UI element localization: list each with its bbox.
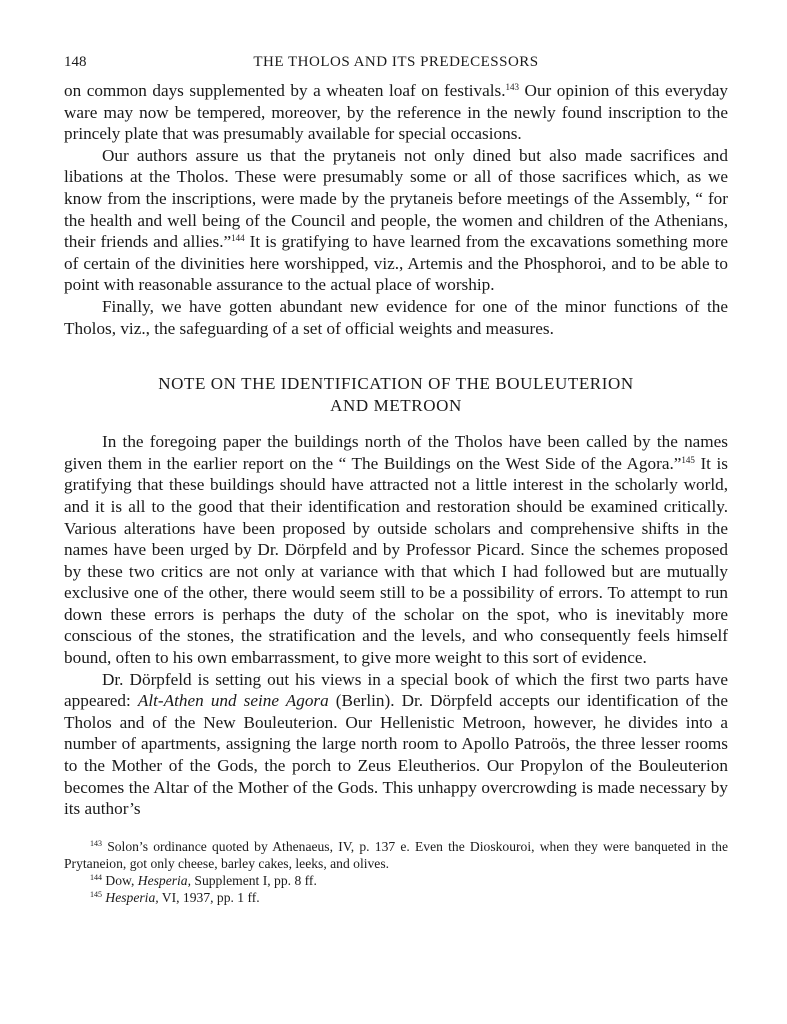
footnote (64, 889, 728, 906)
text-run: on common days supplemented by a wheaten loaf on festivals. (64, 81, 506, 100)
footnote-reference: 143 (505, 82, 520, 92)
paragraph (64, 80, 728, 145)
text-run: It is gratifying that these buildings should have attracted not a little interest in the scholarly world, and it is all to the good that their identification and restoration should be examined critically. Various alterations have been proposed by outside scholars and comprehensive shifts in the names have been urged by Dr. Dörpfeld and by Professor Picard. Since the schemes proposed by these two critics are not only at variance with that which I had followed but are mutually exclusive one of the other, there would seem still to be a possibility of errors. To attempt to run down these errors is perhaps the duty of the scholar on the spot, who is inevitably more conscious of the stones, the stratification and the levels, and who consequently feels himself bound, often to his own embarrassment, to give more weight to this sort of evidence. (64, 453, 728, 668)
section-heading-line-2: AND METROON (330, 396, 462, 416)
paragraph (64, 431, 728, 669)
text-run: Our opinion of this everyday ware may now be tempered, moreover, by the reference in the newly found inscription to the princely plate that was presumably available for special occasions. (64, 81, 728, 144)
footnote-marker: 143 (90, 838, 102, 848)
text-run: In the foregoing paper the buildings north of the Tholos have been called by the names given them in the earlier report on the “ The Buildings on the West Side of the Agora.” (64, 432, 728, 473)
text-run: Dow, (102, 872, 138, 888)
text-run: Dr. Dörpfeld is setting out his views in a special book of which the first two parts have appeared: (64, 669, 728, 711)
text-run: Finally, we have gotten abundant new evidence for one of the minor functions of the Tholos, viz., the safeguarding of a set of official weights and measures. (64, 296, 728, 338)
running-head (64, 50, 728, 80)
body-text (64, 80, 728, 339)
text-run: Solon’s ordinance quoted by Athenaeus, IV, p. 137 e. Even the Dioskouroi, when they were banqueted in the Prytaneion, got only cheese, barley cakes, leeks, and olives. (64, 838, 728, 871)
text-run: VI, 1937, pp. 1 ff. (158, 889, 260, 905)
italic-title: Hesperia, (105, 889, 159, 905)
running-title: THE THOLOS AND ITS PREDECESSORS (253, 54, 539, 70)
footnote-reference: 144 (231, 233, 245, 244)
paragraph (64, 296, 728, 339)
footnote-marker: 145 (90, 889, 102, 899)
paragraph (64, 145, 728, 296)
text-run: (Berlin). Dr. Dörpfeld accepts our identification of the Tholos and of the New Bouleuterion. Our Hellenistic Metroon, however, he divides into a number of apartments, assigning the large north room to Apollo Patroös, the three lesser rooms to the Mother of the Gods, the porch to Zeus Eleutherios. Our Propylon of the Bouleuterion becomes the Altar of the Mother of the Gods. This unhappy overcrowding is made necessary by its author’s (64, 691, 729, 819)
text-run: Our authors assure us that the prytaneis not only dined but also made sacrifices and libations at the Tholos. These were presumably some or all of those sacrifices which, as we know from the inscriptions, were made by the prytaneis before meetings of the Assembly, “ for the health and well being of the Council and people, the women and children of the Athenians, their friends and allies.” (64, 145, 728, 252)
page-number: 148 (64, 54, 87, 70)
section-heading (64, 373, 728, 417)
italic-title: Hesperia, (137, 872, 191, 888)
section-body-text (64, 431, 728, 820)
text-run: Supplement I, pp. 8 ff. (190, 872, 317, 888)
paragraph (64, 669, 728, 820)
footnote (64, 872, 728, 889)
section-heading-line-1: NOTE ON THE IDENTIFICATION OF THE BOULEUTERION (158, 374, 634, 394)
text-run: It is gratifying to have learned from the excavations something more of certain of the divinities here worshipped, viz., Artemis and the Phosphoroi, and to be able to point with reasonable assurance to the actual place of worship. (64, 232, 728, 295)
footnote-reference: 145 (681, 454, 695, 465)
footnote (64, 838, 728, 872)
page (64, 50, 728, 906)
footnotes (64, 838, 728, 906)
footnote-marker: 144 (90, 872, 102, 882)
italic-title: Alt-Athen und seine Agora (137, 691, 329, 711)
